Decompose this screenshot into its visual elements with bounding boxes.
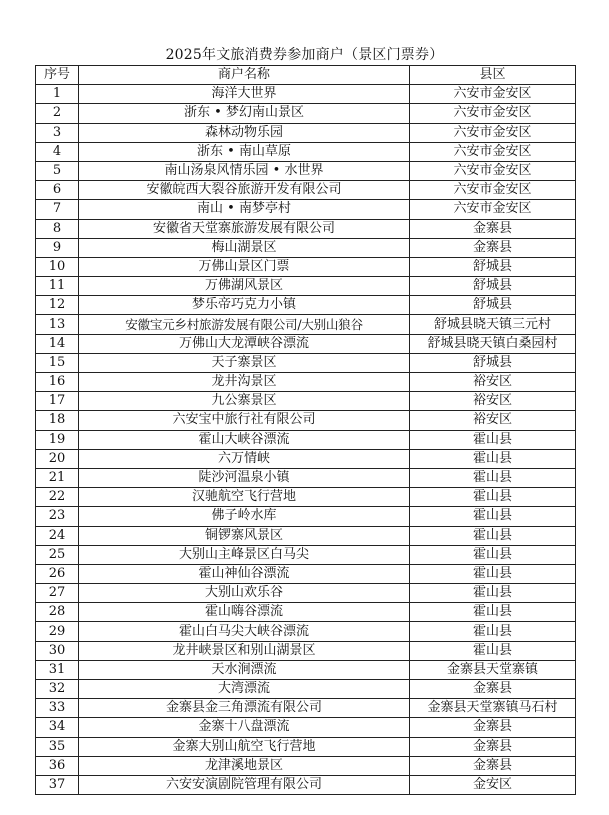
county: 六安市金安区	[410, 142, 576, 161]
county: 霍山县	[410, 468, 576, 487]
table-row	[36, 680, 576, 699]
table-row	[36, 142, 576, 161]
table-row	[36, 603, 576, 622]
county: 霍山县	[410, 603, 576, 622]
table-row	[36, 296, 576, 315]
county: 舒城县	[410, 257, 576, 276]
merchant-name: 大湾漂流	[79, 680, 410, 699]
merchant-name: 汉驰航空飞行营地	[79, 488, 410, 507]
table-row	[36, 737, 576, 756]
county: 裕安区	[410, 411, 576, 430]
table-row	[36, 123, 576, 142]
row-number: 11	[36, 277, 79, 296]
table-row	[36, 161, 576, 180]
table-row	[36, 257, 576, 276]
row-number: 2	[36, 104, 79, 123]
row-number: 17	[36, 392, 79, 411]
row-number: 24	[36, 526, 79, 545]
county: 舒城县	[410, 296, 576, 315]
row-number: 15	[36, 353, 79, 372]
row-number: 20	[36, 449, 79, 468]
county: 六安市金安区	[410, 200, 576, 219]
table-row	[36, 238, 576, 257]
table-row	[36, 181, 576, 200]
row-number: 1	[36, 85, 79, 104]
county: 六安市金安区	[410, 181, 576, 200]
table-row	[36, 545, 576, 564]
table-row	[36, 718, 576, 737]
county: 金寨县	[410, 756, 576, 775]
county: 霍山县	[410, 584, 576, 603]
merchant-name: 梦乐帝巧克力小镇	[79, 296, 410, 315]
row-number: 4	[36, 142, 79, 161]
row-number: 14	[36, 334, 79, 353]
row-number: 6	[36, 181, 79, 200]
table-row	[36, 373, 576, 392]
county: 六安市金安区	[410, 104, 576, 123]
county: 舒城县晓天镇三元村	[410, 315, 576, 334]
merchant-name: 铜锣寨风景区	[79, 526, 410, 545]
row-number: 32	[36, 680, 79, 699]
row-number: 25	[36, 545, 79, 564]
county: 霍山县	[410, 641, 576, 660]
row-number: 16	[36, 373, 79, 392]
page-title: 2025年文旅消费券参加商户（景区门票券）	[165, 47, 444, 63]
row-number: 26	[36, 564, 79, 583]
row-number: 23	[36, 507, 79, 526]
table-row	[36, 641, 576, 660]
row-number: 3	[36, 123, 79, 142]
table-row	[36, 507, 576, 526]
merchant-name: 海洋大世界	[79, 85, 410, 104]
county: 金寨县天堂寨镇	[410, 660, 576, 679]
merchant-name: 森林动物乐园	[79, 123, 410, 142]
merchant-name: 万佛湖风景区	[79, 277, 410, 296]
row-number: 33	[36, 699, 79, 718]
merchant-name: 九公寨景区	[79, 392, 410, 411]
header-county: 县区	[410, 66, 576, 85]
merchant-name: 大别山主峰景区白马尖	[79, 545, 410, 564]
table-row	[36, 660, 576, 679]
row-number: 37	[36, 775, 79, 794]
row-number: 29	[36, 622, 79, 641]
table-row	[36, 488, 576, 507]
county: 金寨县	[410, 718, 576, 737]
county: 霍山县	[410, 488, 576, 507]
table-row	[36, 449, 576, 468]
row-number: 8	[36, 219, 79, 238]
merchant-name: 大别山欢乐谷	[79, 584, 410, 603]
table-row	[36, 430, 576, 449]
row-number: 13	[36, 315, 79, 334]
county: 霍山县	[410, 622, 576, 641]
merchant-name: 万佛山景区门票	[79, 257, 410, 276]
table-header-row	[36, 66, 576, 85]
merchant-name: 南山汤泉风情乐园 • 水世界	[79, 161, 410, 180]
county: 金寨县	[410, 219, 576, 238]
merchant-name: 六万情峡	[79, 449, 410, 468]
table-row	[36, 334, 576, 353]
row-number: 7	[36, 200, 79, 219]
merchant-name: 金寨县金三角漂流有限公司	[79, 699, 410, 718]
county: 金寨县	[410, 680, 576, 699]
county: 裕安区	[410, 373, 576, 392]
merchant-name: 佛子岭水库	[79, 507, 410, 526]
table-row	[36, 699, 576, 718]
merchant-name: 安徽省天堂寨旅游发展有限公司	[79, 219, 410, 238]
county: 霍山县	[410, 449, 576, 468]
table-row	[36, 85, 576, 104]
table-row	[36, 315, 576, 334]
merchant-name: 霍山白马尖大峡谷漂流	[79, 622, 410, 641]
merchant-name: 梅山湖景区	[79, 238, 410, 257]
row-number: 22	[36, 488, 79, 507]
row-number: 10	[36, 257, 79, 276]
merchant-name: 浙东 • 梦幻南山景区	[79, 104, 410, 123]
header-merchant-name: 商户名称	[79, 66, 410, 85]
row-number: 34	[36, 718, 79, 737]
merchant-name: 霍山大峡谷漂流	[79, 430, 410, 449]
merchant-name: 天水涧漂流	[79, 660, 410, 679]
merchant-name: 龙井峡景区和别山湖景区	[79, 641, 410, 660]
table-row	[36, 277, 576, 296]
table-row	[36, 584, 576, 603]
county: 六安市金安区	[410, 161, 576, 180]
row-number: 19	[36, 430, 79, 449]
table-row	[36, 622, 576, 641]
merchant-name: 浙东 • 南山草原	[79, 142, 410, 161]
table-row	[36, 411, 576, 430]
row-number: 28	[36, 603, 79, 622]
merchant-name: 天子寨景区	[79, 353, 410, 372]
merchant-name: 霍山嗨谷漂流	[79, 603, 410, 622]
merchant-table	[35, 65, 576, 795]
county: 六安市金安区	[410, 85, 576, 104]
county: 霍山县	[410, 430, 576, 449]
county: 霍山县	[410, 526, 576, 545]
county: 霍山县	[410, 545, 576, 564]
county: 舒城县	[410, 277, 576, 296]
county: 霍山县	[410, 564, 576, 583]
table-row	[36, 392, 576, 411]
merchant-name: 南山 • 南梦亭村	[79, 200, 410, 219]
table-body	[36, 85, 576, 795]
county: 舒城县	[410, 353, 576, 372]
merchant-name: 龙津溪地景区	[79, 756, 410, 775]
merchant-name: 金寨十八盘漂流	[79, 718, 410, 737]
row-number: 21	[36, 468, 79, 487]
row-number: 36	[36, 756, 79, 775]
merchant-name: 陡沙河温泉小镇	[79, 468, 410, 487]
table-row	[36, 104, 576, 123]
table-row	[36, 200, 576, 219]
row-number: 18	[36, 411, 79, 430]
table-row	[36, 775, 576, 794]
merchant-name: 龙井沟景区	[79, 373, 410, 392]
header-number: 序号	[36, 66, 79, 85]
merchant-name: 安徽宝元乡村旅游发展有限公司/大别山狼谷	[79, 315, 410, 334]
county: 金安区	[410, 775, 576, 794]
county: 舒城县晓天镇白桑园村	[410, 334, 576, 353]
merchant-name: 六安宝中旅行社有限公司	[79, 411, 410, 430]
row-number: 27	[36, 584, 79, 603]
row-number: 30	[36, 641, 79, 660]
row-number: 9	[36, 238, 79, 257]
merchant-name: 霍山神仙谷漂流	[79, 564, 410, 583]
merchant-name: 金寨大别山航空飞行营地	[79, 737, 410, 756]
county: 霍山县	[410, 507, 576, 526]
county: 金寨县	[410, 737, 576, 756]
table-row	[36, 756, 576, 775]
merchant-name: 六安安演剧院管理有限公司	[79, 775, 410, 794]
county: 金寨县天堂寨镇马石村	[410, 699, 576, 718]
row-number: 35	[36, 737, 79, 756]
county: 裕安区	[410, 392, 576, 411]
row-number: 5	[36, 161, 79, 180]
county: 六安市金安区	[410, 123, 576, 142]
table-row	[36, 564, 576, 583]
table-row	[36, 526, 576, 545]
row-number: 31	[36, 660, 79, 679]
row-number: 12	[36, 296, 79, 315]
merchant-name: 安徽皖西大裂谷旅游开发有限公司	[79, 181, 410, 200]
table-row	[36, 353, 576, 372]
table-row	[36, 468, 576, 487]
merchant-name: 万佛山大龙潭峡谷漂流	[79, 334, 410, 353]
county: 金寨县	[410, 238, 576, 257]
table-row	[36, 219, 576, 238]
